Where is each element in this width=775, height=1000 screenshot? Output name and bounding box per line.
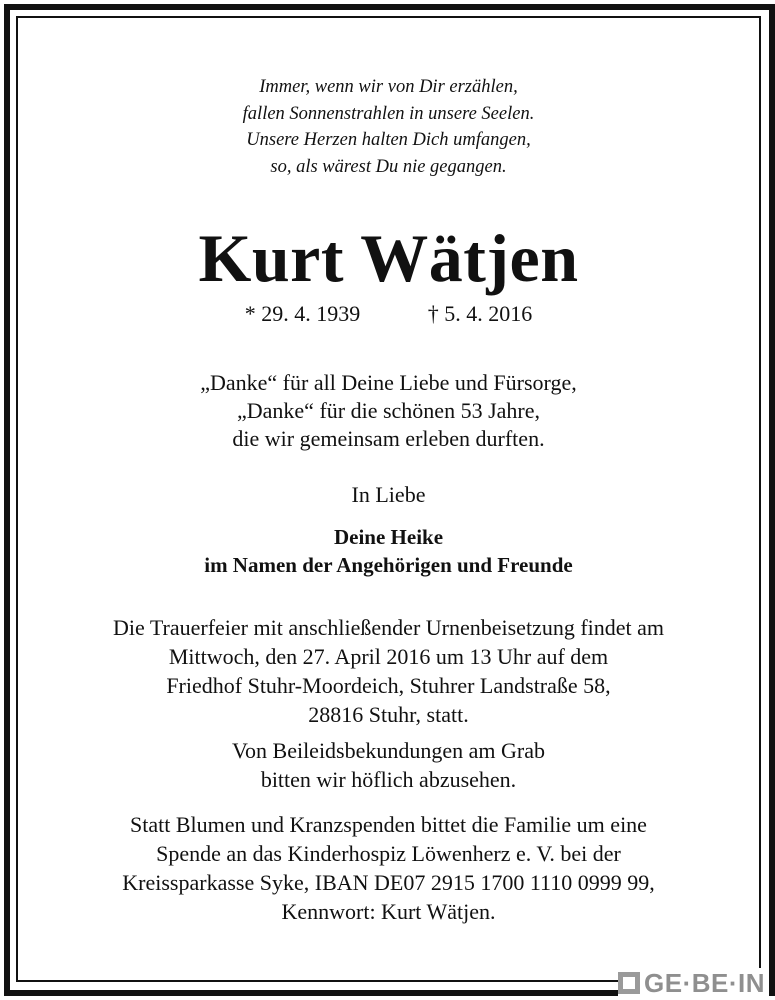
birth-date: * 29. 4. 1939 xyxy=(244,301,361,326)
condolence-line: Von Beileidsbekundungen am Grab xyxy=(231,738,546,763)
signers xyxy=(18,523,759,579)
poem-line: Immer, wenn wir von Dir erzählen, xyxy=(259,77,518,97)
poem-line: Unsere Herzen halten Dich umfangen, xyxy=(246,130,531,150)
funeral-line: Die Trauerfeier mit anschließender Urnenbeisetzung findet am xyxy=(112,615,665,640)
poem-line: so, als wärest Du nie gegangen. xyxy=(270,156,507,177)
deceased-name: Kurt Wätjen xyxy=(198,220,579,296)
thanks-line: „Danke“ für die schönen 53 Jahre, xyxy=(237,398,540,423)
funeral-line: Friedhof Stuhr-Moordeich, Stuhrer Landstraße 58, xyxy=(166,673,611,698)
funeral-info xyxy=(18,613,759,729)
poem-line: fallen Sonnenstrahlen in unsere Seelen. xyxy=(242,103,535,124)
death-date: † 5. 4. 2016 xyxy=(427,301,533,326)
condolence-note xyxy=(18,736,759,794)
poem xyxy=(18,74,759,180)
donation-line: Statt Blumen und Kranzspenden bittet die Familie um eine xyxy=(130,812,647,837)
donation-line: Kreissparkasse Syke, IBAN DE07 2915 1700 1110 0999 99, xyxy=(122,870,655,895)
thanks-line: „Danke“ für all Deine Liebe und Fürsorge, xyxy=(200,370,577,395)
gebein-logo xyxy=(618,968,769,998)
logo-mark-icon xyxy=(618,972,640,994)
funeral-line: Mittwoch, den 27. April 2016 um 13 Uhr auf dem xyxy=(168,644,609,669)
life-dates xyxy=(18,300,759,328)
in-love-line: In Liebe xyxy=(351,482,426,507)
donation-line: Spende an das Kinderhospiz Löwenherz e. V. bei der xyxy=(156,841,621,866)
logo-text: GE·BE·IN xyxy=(644,967,765,998)
donation-line: Kennwort: Kurt Wätjen. xyxy=(281,899,496,924)
signer-line: Deine Heike xyxy=(333,525,444,549)
signer-line: im Namen der Angehörigen und Freunde xyxy=(204,553,573,577)
thanks-text xyxy=(18,369,759,453)
thanks-line: die wir gemeinsam erleben durften. xyxy=(232,426,545,451)
donation-note xyxy=(18,810,759,926)
condolence-line: bitten wir höflich abzusehen. xyxy=(260,767,517,792)
funeral-line: 28816 Stuhr, statt. xyxy=(308,702,469,727)
